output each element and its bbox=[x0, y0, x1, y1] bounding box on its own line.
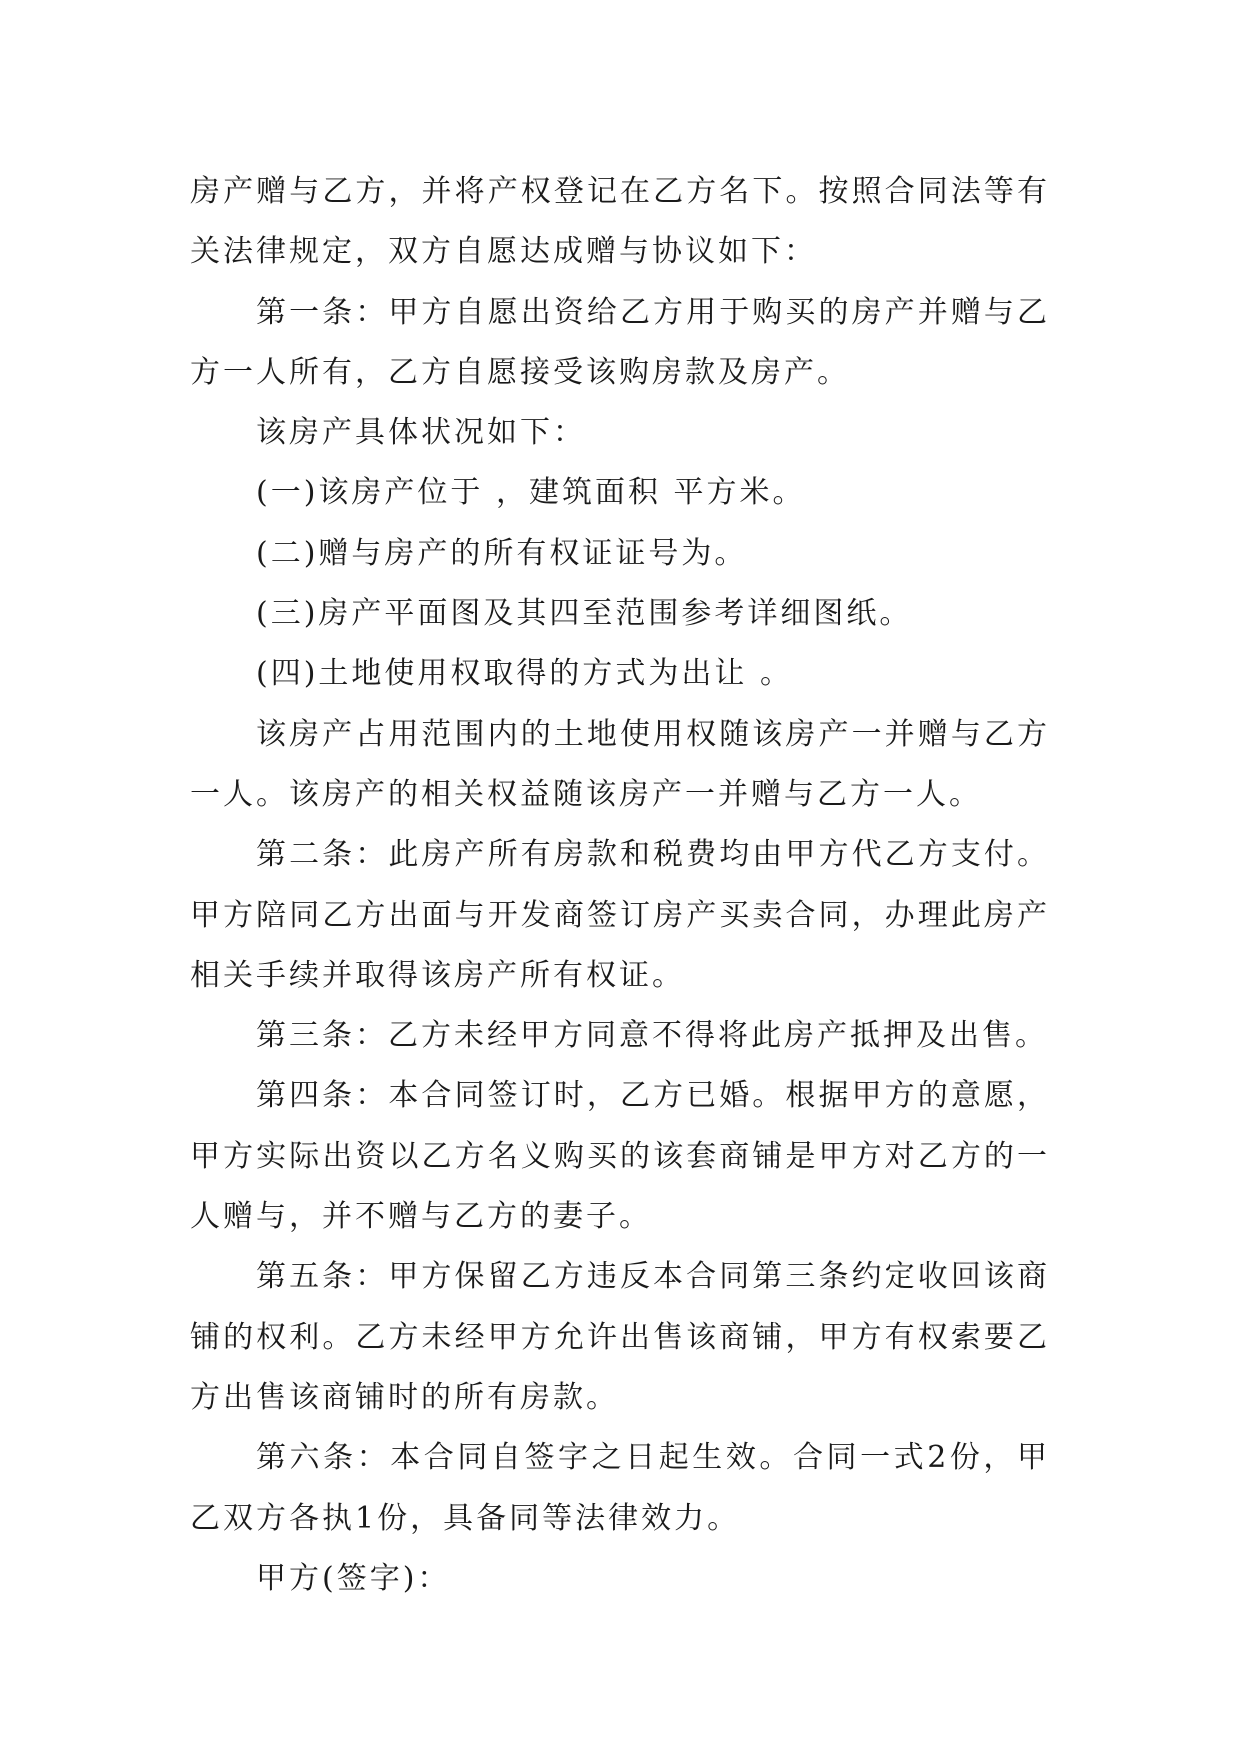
paragraph-property-status: 该房产具体状况如下： bbox=[256, 415, 586, 451]
paragraph-article-3: 第三条：乙方未经甲方同意不得将此房产抵押及出售。 bbox=[256, 1018, 1048, 1054]
document-body bbox=[190, 162, 1050, 1609]
paragraph-article-2: 第二条：此房产所有房款和税费均由甲方代乙方支付。甲方陪同乙方出面与开发商签订房产买卖合同，办理此房产相关手续并取得该房产所有权证。 bbox=[190, 837, 1050, 993]
paragraph-item-4: (四)土地使用权取得的方式为出让 。 bbox=[256, 656, 793, 692]
paragraph-item-1: (一)该房产位于 ，建筑面积 平方米。 bbox=[256, 475, 806, 511]
paragraph-item-3: (三)房产平面图及其四至范围参考详细图纸。 bbox=[256, 596, 913, 632]
paragraph-intro: 房产赠与乙方，并将产权登记在乙方名下。按照合同法等有关法律规定，双方自愿达成赠与协议如下： bbox=[190, 174, 1050, 270]
paragraph-article-1: 第一条：甲方自愿出资给乙方用于购买的房产并赠与乙方一人所有，乙方自愿接受该购房款及房产。 bbox=[190, 294, 1050, 390]
paragraph-land-use: 该房产占用范围内的土地使用权随该房产一并赠与乙方一人。该房产的相关权益随该房产一并赠与乙方一人。 bbox=[190, 716, 1050, 812]
paragraph-article-4: 第四条：本合同签订时，乙方已婚。根据甲方的意愿，甲方实际出资以乙方名义购买的该套商铺是甲方对乙方的一人赠与，并不赠与乙方的妻子。 bbox=[190, 1078, 1050, 1235]
paragraph-item-2: (二)赠与房产的所有权证证号为。 bbox=[256, 535, 748, 571]
paragraph-signature-party-a: 甲方(签字)： bbox=[256, 1560, 451, 1596]
paragraph-article-6: 第六条：本合同自签字之日起生效。合同一式2份，甲乙双方各执1份，具备同等法律效力。 bbox=[190, 1440, 1050, 1536]
paragraph-article-5: 第五条：甲方保留乙方违反本合同第三条约定收回该商铺的权利。乙方未经甲方允许出售该商铺，甲方有权索要乙方出售该商铺时的所有房款。 bbox=[190, 1259, 1050, 1415]
